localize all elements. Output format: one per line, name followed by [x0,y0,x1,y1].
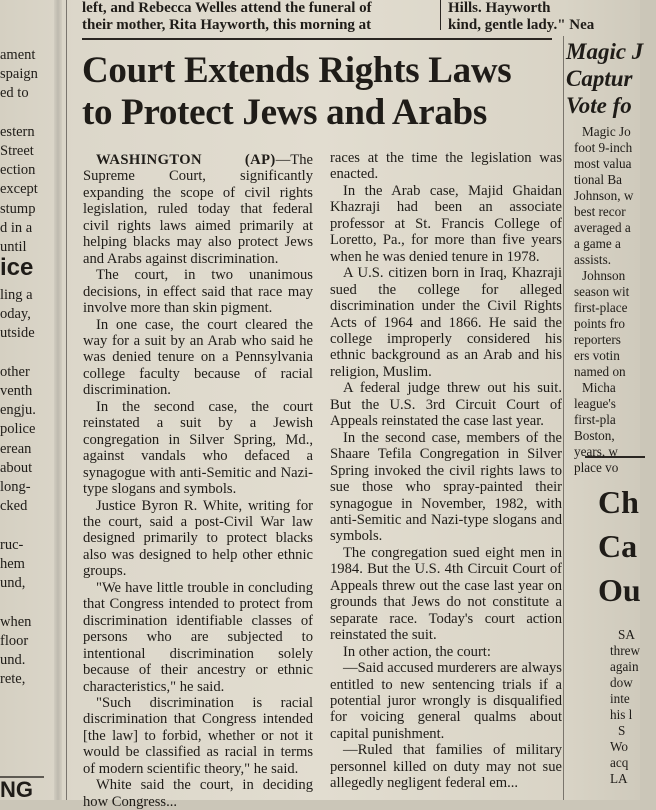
article-paragraph: In the second case, members of the Shaare Tefila Congregation in Silver Spring invoked the civil rights laws to sue those who spray-painted their synagogue in November, 1982, with anti-Semitic and Nazi-type slogans and symbols. [330,429,562,545]
article-paragraph: In other action, the court: [343,643,491,660]
page-fold-crease [54,0,62,800]
fragment-line: first-pla [574,412,616,427]
fragment-line: und, [0,575,26,592]
fragment-line: until [0,239,27,256]
article-paragraph [83,152,313,267]
fragment-line: when [0,613,32,630]
column-divider-left [66,0,67,800]
fragment-line: tional Ba [574,172,622,187]
dateline: WASHINGTON (AP) [96,152,276,168]
fragment-line: Captur [566,66,633,91]
fragment-line: best recor [574,204,626,219]
fragment-line: assists. [574,252,612,267]
fragment-line: Ou [598,572,641,608]
fragment-line: except [0,181,38,198]
fragment-line: cked [0,498,28,515]
fragment-line: oday, [0,306,31,323]
article-paragraph: —Ruled that families of military personnel killed on duty may not sue allegedly negligent federal em... [330,742,562,792]
article-paragraph: Justice Byron R. White, writing for the court, said a post-Civil War law designed primarily to protect blacks also was designed to help other ethnic groups. [83,497,313,580]
right-fragment-body [574,124,654,476]
fragment-line: Magic J [566,39,644,64]
fragment-line: league's [574,396,616,411]
article-headline [82,50,552,134]
fragment-line: engju. [0,402,36,419]
fragment-line: acq [610,755,629,770]
top-caption-line: their mother, Rita Hayworth, this morning at [82,17,372,33]
fragment-line: season wit [574,284,630,299]
fragment-line: Boston, [574,428,615,443]
fragment-line: stump [0,200,36,217]
fragment-line: years, w [574,444,618,459]
article-paragraph: In the second case, the court reinstated a suit by a Jewish congregation in Silver Spring, Md., against vandals who defaced a synagogue with anti-Semitic and Nazi-type slogans and symbols. [83,398,313,498]
fragment-line: police [0,421,36,438]
fragment-line: foot 9-inch [574,140,633,155]
fragment-line: d in a [0,219,33,236]
fragment-line: Magic Jo [582,124,631,139]
article-paragraph: "We have little trouble in concluding that Congress intended to protect from discrimination identifiable classes of persons who are subjected to intentional discrimination solely because of their ancestry or ethnic characteristics," he said. [83,579,313,695]
fragment-line: about [0,459,33,476]
top-rule [82,38,552,40]
fragment-line: ection [0,162,36,179]
fragment-line: Wo [610,739,628,754]
top-rule-right [440,0,441,30]
fragment-line: named on [574,364,626,379]
fragment-line: Johnson, w [574,188,634,203]
article-paragraph: "Such discrimination is racial discrimination that Congress intended [the law] to forbid, whether or not it would be classified as racial in terms of modern scientific theory," he said. [83,694,313,777]
fragment-line: threw [610,643,641,658]
top-caption-line: Hills. Hayworth [448,0,551,16]
fragment-line: Street [0,143,34,160]
fragment-line: Vote fo [566,93,632,118]
fragment-line: Micha [582,380,616,395]
paragraph-text: —The Supreme Court, significantly expanding the scope of civil rights legislation, ruled today that federal civil rights laws aimed primarily at helping blacks may also protect Jews and Arabs against discrimination. [83,152,313,267]
fragment-line: ers votin [574,348,620,363]
fragment-line: LA [610,771,628,786]
fragment-line [0,104,44,123]
right-fragment-body-2 [610,627,650,787]
top-caption-line: left, and Rebecca Welles attend the funeral of [82,0,372,16]
article-paragraph: The court, in two unanimous decisions, in effect said that race may involve more than skin pigment. [83,267,313,317]
fragment-line: Johnson [582,268,626,283]
fragment-line: again [610,659,639,674]
fragment-line: floor [0,633,29,650]
article-column-1 [83,152,313,810]
fragment-line: his l [610,707,633,722]
fragment-line: rete, [0,671,26,688]
top-caption-right [448,0,648,34]
left-fragment-block-1 [0,46,44,257]
headline-line-2: to Protect Jews and Arabs [82,92,487,133]
fragment-line: points fro [574,316,625,331]
fragment-line: averaged a [574,220,631,235]
fragment-line: other [0,363,30,380]
fragment-line: ruc- [0,537,24,553]
headline-line-1: Court Extends Rights Laws [82,50,512,91]
fragment-line: dow [610,675,633,690]
right-fragment-headline [566,38,656,119]
fragment-line [0,594,44,613]
fragment-line: ament [0,47,36,63]
fragment-line: most valua [574,156,632,171]
fragment-line: SA [618,627,635,642]
article-paragraph: In one case, the court cleared the way for a suit by an Arab who said he was denied tenure on a Pennsylvania college faculty because of racial discrimination. [83,316,313,399]
fragment-line: Ch [598,484,639,520]
article-paragraph: —Said accused murderers are always entitled to new sentencing trials if a potential juror wrongly is disqualified for voicing general qualms about capital punishment. [330,660,562,742]
fragment-line: reporters [574,332,621,347]
fragment-line [0,344,44,363]
article-paragraph: In the Arab case, Majid Ghaidan Khazraji had been an associate professor at St. Francis College of Loretto, Pa., for more than five years when he was denied tenure in 1978. [330,182,562,265]
fragment-line: erean [0,440,32,457]
right-fragment-big-headline [598,480,641,612]
article-paragraph: The congregation sued eight men in 1984. But the U.S. 4th Circuit Court of Appeals threw out the case last year on grounds that Jews do not constitute a separate race. Today's court action reinstated the suit. [330,544,562,644]
fragment-line: S [618,723,626,738]
article-paragraph: races at the time the legislation was enacted. [330,150,562,183]
fragment-line: und. [0,652,26,669]
article-column-2 [330,150,562,792]
fragment-line: place vo [574,460,619,475]
fragment-line: estern [0,123,35,140]
fragment-line: a game a [574,236,621,251]
left-fragment-bottom-heading: NG [0,777,33,802]
fragment-line: ed to [0,85,29,102]
fragment-line: venth [0,383,33,400]
left-fragment-block-3 [0,536,44,690]
top-caption-line: kind, gentle lady." Nea [448,17,595,33]
fragment-line: long- [0,479,31,496]
top-caption-left [82,0,414,34]
fragment-line: spaign [0,66,38,83]
column-divider-right [563,36,564,800]
left-fragment-block-2 [0,286,44,516]
fragment-line: first-place [574,300,628,315]
fragment-line: inte [610,691,630,706]
fragment-line: Ca [598,528,638,564]
article-paragraph: White said the court, in deciding how Congress... [83,777,313,810]
fragment-line: hem [0,556,25,573]
left-fragment-heading: ice [0,254,34,281]
article-paragraph: A U.S. citizen born in Iraq, Khazraji sued the college for alleged discrimination under the Civil Rights Acts of 1964 and 1866. He said the college improperly considered his ethnic background as an Arab and his religion, Muslim. [330,265,562,380]
fragment-line: utside [0,325,35,342]
fragment-line: ling a [0,287,33,303]
article-paragraph: A federal judge threw out his suit. But the U.S. 3rd Circuit Court of Appeals reinstated the case last year. [330,380,562,430]
